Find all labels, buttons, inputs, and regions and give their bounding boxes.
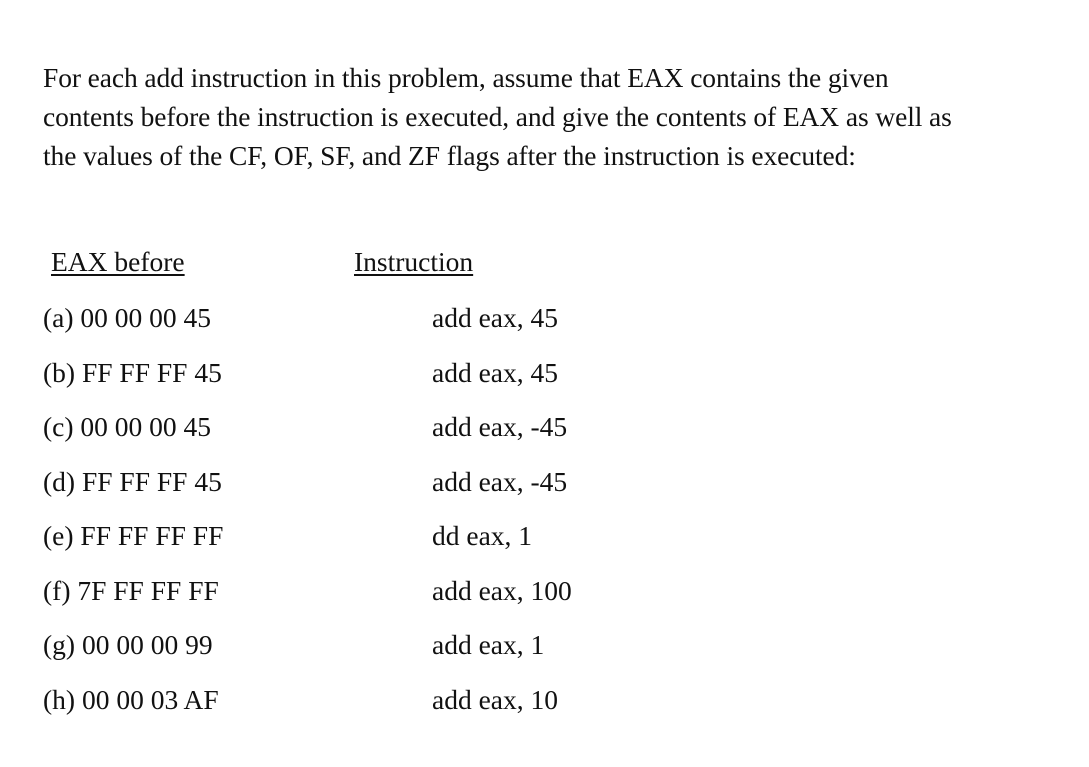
problem-line: contents before the instruction is executed, and give the contents of EAX as well as (43, 101, 952, 132)
table-row (0, 357, 1089, 389)
eax-before-cell: (c) 00 00 00 45 (43, 411, 212, 442)
problem-line: the values of the CF, OF, SF, and ZF flags after the instruction is executed: (43, 140, 856, 171)
eax-before-cell: (g) 00 00 00 99 (43, 629, 213, 660)
instruction-cell: add eax, -45 (432, 466, 568, 497)
eax-before-cell: (f) 7F FF FF FF (43, 575, 219, 606)
eax-before-cell: (a) 00 00 00 45 (43, 302, 212, 333)
instruction-cell: dd eax, 1 (432, 520, 533, 551)
instruction-cell: add eax, 10 (432, 684, 558, 715)
table-row (0, 302, 1089, 334)
instruction-cell: add eax, 100 (432, 575, 572, 606)
instruction-cell: add eax, 1 (432, 629, 545, 660)
table-row (0, 629, 1089, 661)
table-row (0, 411, 1089, 443)
eax-before-header: EAX before (51, 246, 185, 277)
eax-before-cell: (e) FF FF FF FF (43, 520, 224, 551)
eax-before-cell: (b) FF FF FF 45 (43, 357, 222, 388)
problem-line: For each add instruction in this problem, assume that EAX contains the given (43, 62, 889, 93)
table-row (0, 684, 1089, 716)
table-row (0, 575, 1089, 607)
instruction-cell: add eax, -45 (432, 411, 568, 442)
eax-before-cell: (h) 00 00 03 AF (43, 684, 219, 715)
instruction-header: Instruction (354, 246, 474, 277)
instruction-cell: add eax, 45 (432, 302, 558, 333)
table-row (0, 466, 1089, 498)
table-row (0, 520, 1089, 552)
instruction-cell: add eax, 45 (432, 357, 558, 388)
eax-before-cell: (d) FF FF FF 45 (43, 466, 222, 497)
